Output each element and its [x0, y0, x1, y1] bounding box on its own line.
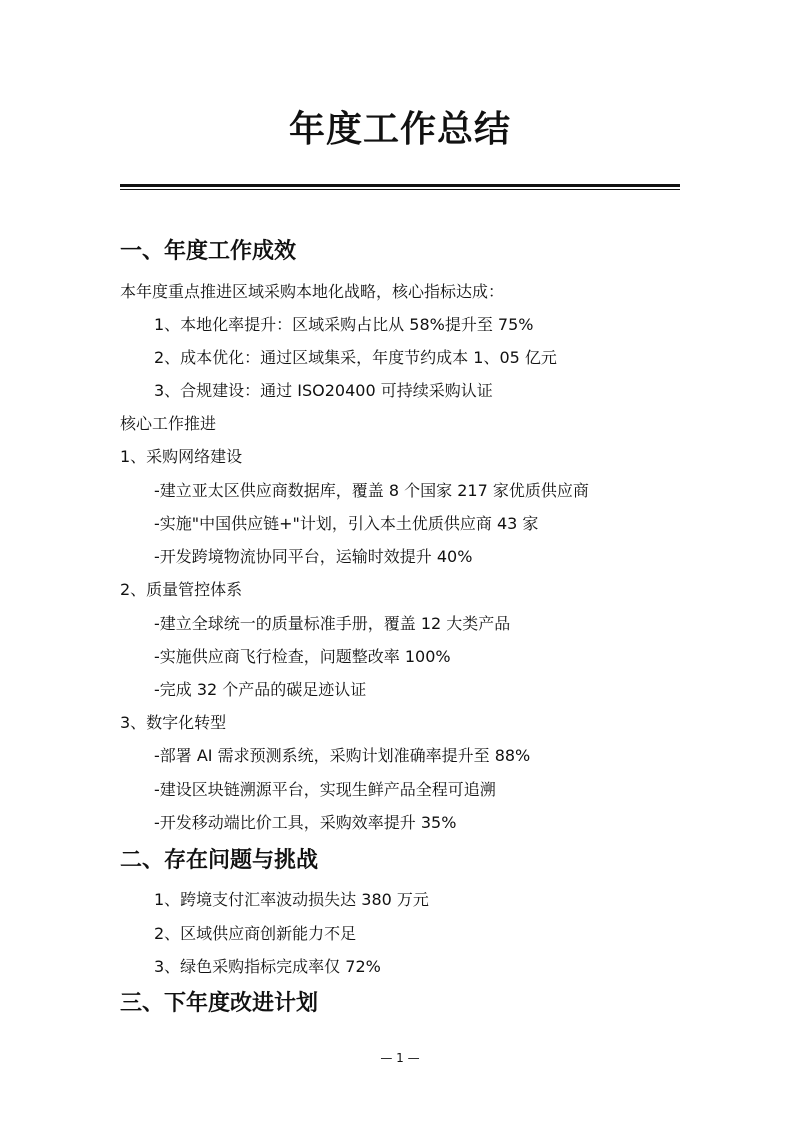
section-heading-1: 一、年度工作成效	[120, 239, 297, 264]
group-title-3: 3、数字化转型	[120, 713, 227, 732]
section1-item-2: 2、成本优化：通过区域集采，年度节约成本 1、05 亿元	[154, 348, 557, 367]
section2-item-2: 2、区域供应商创新能力不足	[154, 924, 357, 943]
group1-bullet-1: -建立亚太区供应商数据库，覆盖 8 个国家 217 家优质供应商	[154, 481, 589, 500]
section1-item-1: 1、本地化率提升：区域采购占比从 58%提升至 75%	[154, 315, 534, 334]
group2-bullet-1: -建立全球统一的质量标准手册，覆盖 12 大类产品	[154, 614, 511, 633]
group2-bullet-3: -完成 32 个产品的碳足迹认证	[154, 680, 367, 699]
group1-bullet-3: -开发跨境物流协同平台，运输时效提升 40%	[154, 547, 473, 566]
document-title: 年度工作总结	[288, 109, 511, 150]
section1-item-3: 3、合规建设：通过 ISO20400 可持续采购认证	[154, 381, 493, 400]
group-title-1: 1、采购网络建设	[120, 447, 243, 466]
section-heading-3: 三、下年度改进计划	[120, 991, 319, 1016]
group-title-2: 2、质量管控体系	[120, 580, 243, 599]
group3-bullet-2: -建设区块链溯源平台，实现生鲜产品全程可追溯	[154, 780, 496, 799]
group2-bullet-2: -实施供应商飞行检查，问题整改率 100%	[154, 647, 451, 666]
section2-item-1: 1、跨境支付汇率波动损失达 380 万元	[154, 890, 429, 909]
group3-bullet-3: -开发移动端比价工具，采购效率提升 35%	[154, 813, 457, 832]
section-heading-2: 二、存在问题与挑战	[120, 848, 319, 873]
group1-bullet-2: -实施"中国供应链+"计划，引入本土优质供应商 43 家	[154, 514, 539, 533]
core-work-label: 核心工作推进	[120, 414, 217, 433]
group3-bullet-1: -部署 AI 需求预测系统，采购计划准确率提升至 88%	[154, 746, 531, 765]
section1-intro: 本年度重点推进区域采购本地化战略，核心指标达成：	[120, 282, 505, 301]
title-divider-thin	[120, 189, 680, 190]
section2-item-3: 3、绿色采购指标完成率仅 72%	[154, 957, 381, 976]
title-divider-thick	[120, 184, 680, 187]
page-number: — 1 —	[380, 1051, 420, 1065]
